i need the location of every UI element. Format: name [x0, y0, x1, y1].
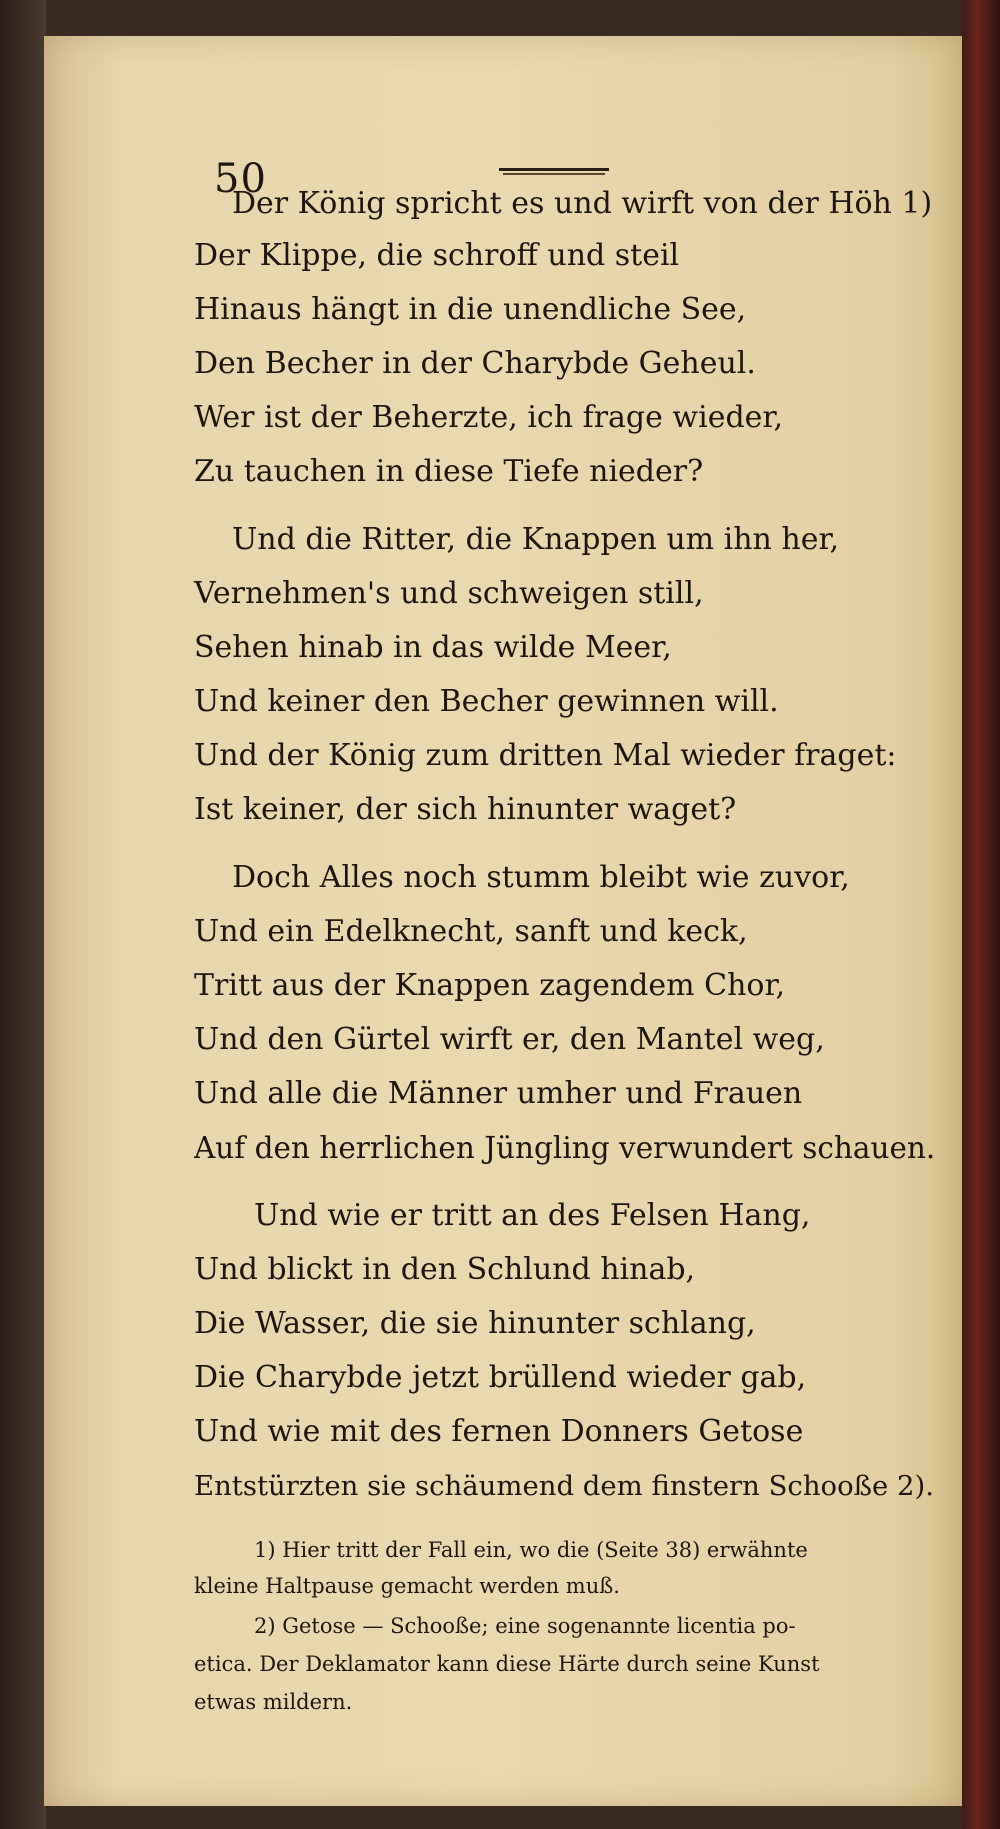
poem-line: Die Wasser, die sie hinunter schlang,	[194, 1306, 756, 1341]
poem-line: Und ein Edelknecht, sanft und keck,	[194, 914, 748, 949]
poem-line: Und keiner den Becher gewinnen will.	[194, 684, 779, 719]
poem-line: Und wie er tritt an des Felsen Hang,	[254, 1198, 811, 1233]
poem-line: Ist keiner, der sich hinunter waget?	[194, 792, 737, 827]
poem-line: Den Becher in der Charybde Geheul.	[194, 346, 756, 381]
poem-line: Wer ist der Beherzte, ich frage wieder,	[194, 400, 783, 435]
book-cover-edge-right	[962, 0, 1000, 1829]
poem-line: Tritt aus der Knappen zagendem Chor,	[194, 968, 786, 1003]
poem-line: Und die Ritter, die Knappen um ihn her,	[232, 522, 840, 557]
poem-line: Vernehmen's und schweigen still,	[194, 576, 704, 611]
poem-line: Sehen hinab in das wilde Meer,	[194, 630, 672, 665]
footnote-line: etica. Der Deklamator kann diese Härte durch seine Kunst	[194, 1652, 820, 1676]
poem-line: Entstürzten sie schäumend dem finstern Schooße 2).	[194, 1470, 934, 1502]
header-rule-thin	[503, 173, 605, 175]
poem-line: Und wie mit des fernen Donners Getose	[194, 1414, 804, 1449]
book-page	[44, 36, 962, 1806]
poem-line: Und blickt in den Schlund hinab,	[194, 1252, 696, 1287]
footnote-line: kleine Haltpause gemacht werden muß.	[194, 1574, 620, 1598]
book-gutter-left	[0, 0, 46, 1829]
footnote-line: 2) Getose — Schooße; eine sogenannte licentia po-	[254, 1614, 796, 1638]
poem-line: Und den Gürtel wirft er, den Mantel weg,	[194, 1022, 825, 1057]
poem-line: Der Klippe, die schroff und steil	[194, 238, 680, 273]
poem-line: Zu tauchen in diese Tiefe nieder?	[194, 454, 704, 489]
page-number: 50	[214, 156, 267, 202]
poem-line: Auf den herrlichen Jüngling verwundert schauen.	[194, 1131, 936, 1165]
poem-line: Der König spricht es und wirft von der Höh 1)	[232, 186, 933, 221]
footnote-line: 1) Hier tritt der Fall ein, wo die (Seite 38) erwähnte	[254, 1538, 808, 1562]
poem-line: Und der König zum dritten Mal wieder fraget:	[194, 738, 897, 773]
poem-line: Doch Alles noch stumm bleibt wie zuvor,	[232, 860, 850, 895]
header-rule-thick	[499, 168, 609, 171]
poem-line: Hinaus hängt in die unendliche See,	[194, 292, 747, 327]
header-ornament-rule	[499, 168, 609, 175]
footnote-line: etwas mildern.	[194, 1690, 353, 1714]
poem-line: Die Charybde jetzt brüllend wieder gab,	[194, 1360, 807, 1395]
poem-line: Und alle die Männer umher und Frauen	[194, 1076, 803, 1111]
